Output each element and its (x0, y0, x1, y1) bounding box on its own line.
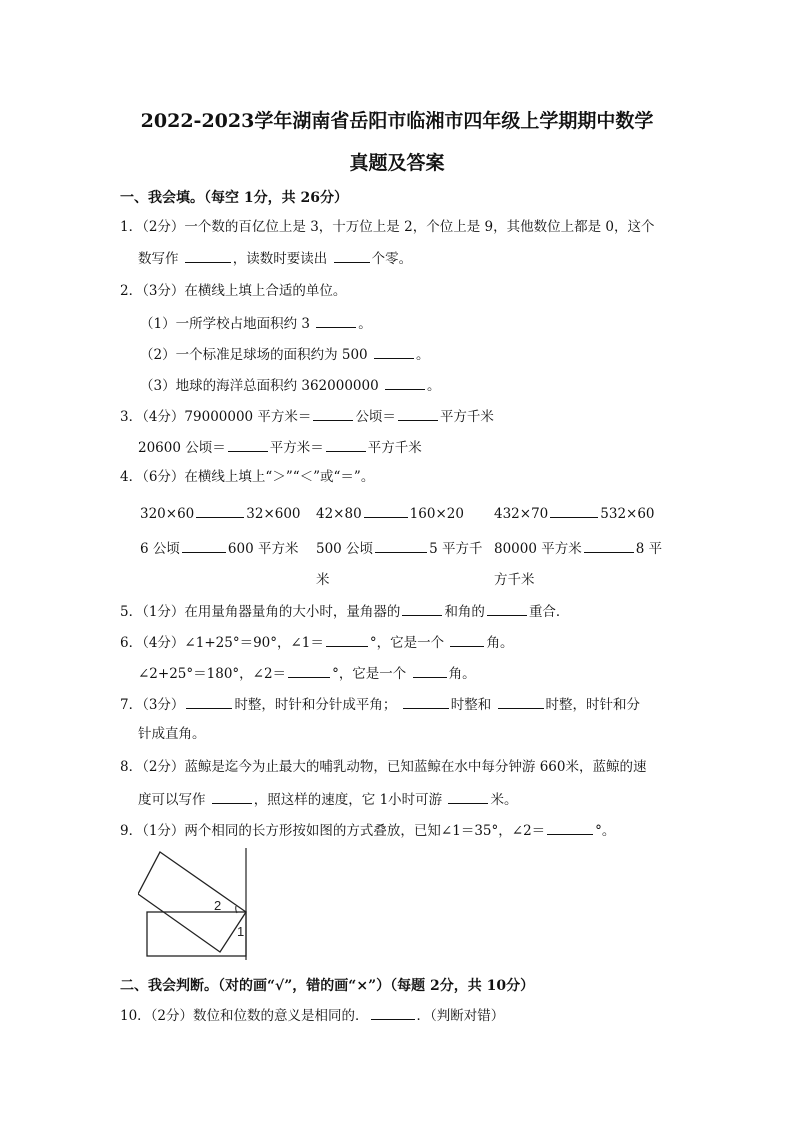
q3-a1: 3．（4分）79000000 平方米＝ (120, 409, 312, 425)
q5-text-1: 5．（1分）在用量角器量角的大小时，量角器的 (120, 604, 401, 620)
q7-blank-1[interactable] (186, 694, 232, 709)
q1-text-2: ，读数时要读出 (232, 251, 328, 267)
q3-blank-3[interactable] (228, 437, 268, 452)
q4-r1c1-left: 320×60 (140, 506, 195, 522)
q4-r2c1-left: 6 公顷 (140, 541, 180, 557)
q3-blank-2[interactable] (398, 406, 438, 421)
q4-r1c3-left: 432×70 (494, 506, 549, 522)
q4-r1c2-left: 42×80 (316, 506, 362, 522)
q5-text-3: 重合． (528, 604, 570, 620)
q4-r2c3-wrap: 方千米 (494, 572, 535, 588)
q5-blank-1[interactable] (402, 601, 442, 616)
q10-blank-1[interactable] (371, 1005, 415, 1020)
q7-line2: 针成直角。 (138, 726, 206, 742)
q6-line1 (120, 632, 513, 652)
q8-blank-1[interactable] (212, 789, 252, 804)
q6-blank-2[interactable] (450, 632, 484, 647)
q4-blank-1[interactable] (196, 503, 244, 518)
q7-text-2: 时整，时针和分针成平角； (234, 697, 397, 713)
q1-line2 (138, 248, 412, 268)
q6-text-3: 角。 (486, 635, 514, 651)
q6-blank-3[interactable] (288, 663, 330, 678)
q8-text-2: ，照这样的速度，它 1小时可游 (253, 792, 443, 808)
q2-sub2 (140, 344, 429, 364)
q8-text-1: 度可以写作 (138, 792, 206, 808)
q2-sub3-text: （3）地球的海洋总面积约 362000000 (140, 378, 379, 394)
q3-a3: 平方千米 (439, 409, 494, 425)
q8-line1: 8．（2分）蓝鲸是迄今为止最大的哺乳动物，已知蓝鲸在水中每分钟游 660米，蓝鲸的速 (120, 759, 647, 775)
overlapping-rectangles-figure (138, 848, 250, 960)
q4-r2c2-right: 5 平方千 (429, 541, 483, 557)
q2-sub1-end: 。 (358, 316, 372, 332)
q4-r1c1 (140, 503, 301, 522)
q5-blank-2[interactable] (487, 601, 527, 616)
q4-r2c3-left: 80000 平方米 (494, 541, 582, 557)
q4-r2c3 (494, 537, 662, 557)
q4-r2c1 (140, 537, 298, 557)
q7-blank-2[interactable] (403, 694, 449, 709)
q6-text-6: 角。 (448, 666, 476, 682)
q1-text-3: 个零。 (371, 251, 413, 267)
q2-sub1 (140, 313, 372, 333)
q6-blank-4[interactable] (413, 663, 447, 678)
q4-r1c1-right: 32×600 (246, 506, 301, 522)
q4-r1c3 (494, 503, 655, 522)
q2-sub3-end: 。 (426, 378, 441, 394)
q2-blank-3[interactable] (385, 375, 425, 390)
q10-line (120, 1005, 504, 1025)
q1-line1: 1．（2分）一个数的百亿位上是 3，十万位上是 2，个位上是 9，其他数位上都是 0，这个 (120, 219, 655, 235)
q3-b1: 20600 公顷＝ (138, 440, 226, 456)
figure-label-1: 1 (237, 924, 245, 939)
q9-line (120, 820, 615, 840)
q2-blank-2[interactable] (374, 344, 414, 359)
q5-line (120, 601, 569, 621)
q3-line1 (120, 406, 494, 426)
q6-line2 (138, 663, 476, 683)
section1-heading: 一、我会填。（每空 1分，共 26分） (120, 190, 348, 206)
q4-r2c3-right: 8 平 (635, 541, 663, 557)
q3-blank-1[interactable] (313, 406, 353, 421)
q6-text-4: ∠2+25°＝180°，∠2＝ (138, 666, 287, 682)
q3-line2 (138, 437, 422, 457)
q4-blank-5[interactable] (375, 538, 427, 553)
q8-text-3: 米。 (490, 792, 518, 808)
q4-blank-6[interactable] (584, 538, 634, 553)
q9-text-1: 9．（1分）两个相同的长方形按如图的方式叠放，已知∠1＝35°，∠2＝ (120, 823, 546, 839)
q2-sub3 (140, 375, 440, 395)
q3-b2: 平方米＝ (269, 440, 324, 456)
q6-text-1: 6．（4分）∠1+25°＝90°，∠1＝ (120, 635, 324, 651)
section2-heading: 二、我会判断。（对的画“√”，错的画“×”）（每题 2分，共 10分） (120, 978, 535, 994)
q5-text-2: 和角的 (444, 604, 485, 620)
q6-blank-1[interactable] (326, 632, 368, 647)
q7-text-3: 时整和 (450, 697, 492, 713)
q4-r1c2-right: 160×20 (409, 506, 464, 522)
q2-sub2-end: 。 (415, 347, 430, 363)
q6-text-5: °，它是一个 (332, 666, 407, 682)
q8-line2 (138, 789, 517, 809)
q2-sub1-text: （1）一所学校占地面积约 3 (140, 316, 310, 332)
q1-blank-2[interactable] (334, 248, 370, 263)
q7-text-1: 7．（3分） (120, 697, 185, 713)
q2-sub2-text: （2）一个标准足球场的面积约为 500 (140, 347, 368, 363)
figure-label-2: 2 (214, 898, 222, 913)
q4-blank-4[interactable] (182, 538, 226, 553)
q2-blank-1[interactable] (316, 313, 356, 328)
q4-blank-3[interactable] (550, 503, 598, 518)
q7-line1 (120, 694, 640, 714)
q7-blank-3[interactable] (498, 694, 544, 709)
q8-blank-2[interactable] (448, 789, 488, 804)
q4-r2c2-left: 500 公顷 (316, 541, 374, 557)
q1-blank-1[interactable] (185, 248, 231, 263)
q4-r1c2 (316, 503, 464, 522)
page-title-line1: 2022-2023学年湖南省岳阳市临湘市四年级上学期期中数学 (140, 110, 654, 132)
q1-text-1: 数写作 (138, 251, 179, 267)
q4-heading: 4．（6分）在横线上填上“＞”“＜”或“＝”。 (120, 469, 375, 485)
q4-r2c2 (316, 537, 482, 557)
q7-text-4: 时整，时针和分 (545, 697, 641, 713)
q4-r2c1-right: 600 平方米 (227, 541, 299, 557)
page-title-line2: 真题及答案 (349, 152, 445, 174)
q3-a2: 公顷＝ (355, 409, 396, 425)
q2-heading: 2．（3分）在横线上填上合适的单位。 (120, 283, 347, 299)
q10-text-1: 10．（2分）数位和位数的意义是相同的． (120, 1008, 369, 1024)
q4-r2c2-wrap: 米 (316, 572, 330, 588)
q10-text-2: ．（判断对错） (416, 1008, 505, 1024)
q9-text-2: °。 (595, 823, 616, 839)
q4-r1c3-right: 532×60 (600, 506, 655, 522)
q6-text-2: °，它是一个 (369, 635, 445, 651)
q3-blank-4[interactable] (326, 437, 366, 452)
figure-tilted-rectangle (138, 852, 246, 952)
q3-b3: 平方千米 (367, 440, 422, 456)
q4-blank-2[interactable] (364, 503, 408, 518)
q9-blank-1[interactable] (547, 820, 593, 835)
